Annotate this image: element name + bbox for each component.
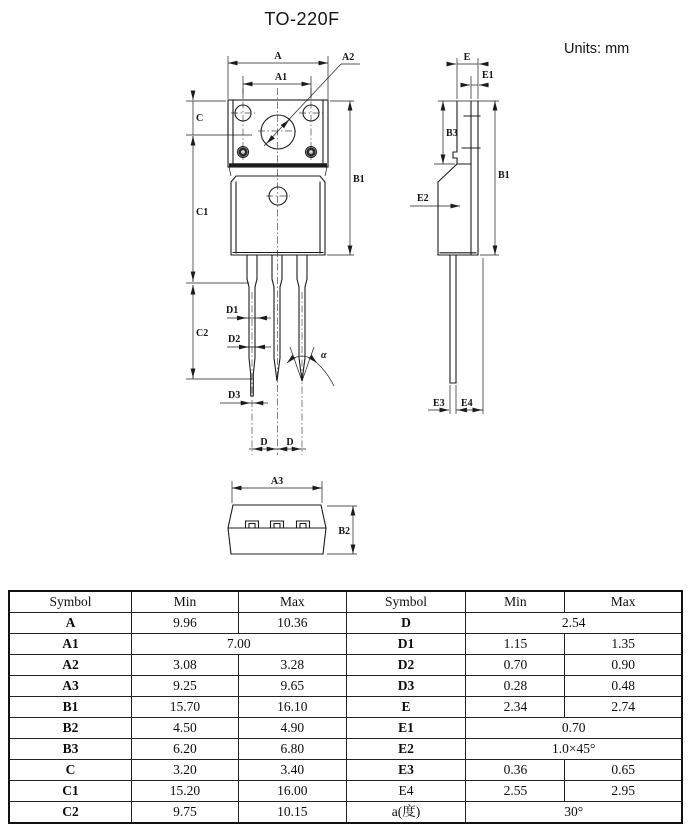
max-cell: 9.65	[238, 676, 346, 697]
dimension-table	[8, 590, 683, 824]
min-cell: 0.70	[466, 655, 565, 676]
max-cell: 16.10	[238, 697, 346, 718]
table-row	[9, 655, 682, 676]
symbol-cell: A1	[9, 634, 131, 655]
front-view-drawing	[186, 51, 365, 455]
min-cell: 3.20	[131, 760, 238, 781]
dim-label-d-left: D	[260, 437, 268, 448]
table-row	[9, 718, 682, 739]
symbol-cell: D3	[346, 676, 466, 697]
min-cell: 9.25	[131, 676, 238, 697]
symbol-cell: D	[346, 613, 466, 634]
min-cell: 6.20	[131, 739, 238, 760]
symbol-cell: B3	[9, 739, 131, 760]
table-row	[9, 676, 682, 697]
table-row	[9, 739, 682, 760]
table-row	[9, 760, 682, 781]
max-cell: 1.35	[565, 634, 682, 655]
merged-value-cell: 0.70	[466, 718, 682, 739]
merged-value-cell: 2.54	[466, 613, 682, 634]
merged-value-cell: 1.0×45°	[466, 739, 682, 760]
table-row	[9, 781, 682, 802]
side-view-drawing	[410, 52, 510, 414]
dim-label-d1: D1	[226, 305, 239, 316]
dim-label-a2: A2	[342, 52, 355, 63]
symbol-cell: B2	[9, 718, 131, 739]
symbol-cell: A3	[9, 676, 131, 697]
dim-label-e3: E3	[433, 398, 445, 409]
page-title: TO-220F	[264, 9, 340, 29]
merged-value-cell: 7.00	[131, 634, 346, 655]
max-cell: 3.28	[238, 655, 346, 676]
symbol-cell: C2	[9, 802, 131, 824]
min-cell: 2.55	[466, 781, 565, 802]
max-cell: 10.36	[238, 613, 346, 634]
units-label: Units: mm	[564, 41, 630, 57]
dim-label-d2: D2	[228, 334, 241, 345]
symbol-cell: C	[9, 760, 131, 781]
col-header-min-left: Min	[131, 591, 238, 613]
dim-label-d-right: D	[286, 437, 294, 448]
dim-label-e4: E4	[461, 398, 473, 409]
dim-label-b3: B3	[446, 128, 458, 139]
dim-label-c2: C2	[196, 328, 209, 339]
max-cell: 16.00	[238, 781, 346, 802]
dim-label-e2: E2	[417, 193, 429, 204]
symbol-cell: E3	[346, 760, 466, 781]
symbol-cell: B1	[9, 697, 131, 718]
dim-label-b2: B2	[338, 526, 350, 537]
symbol-cell: A2	[9, 655, 131, 676]
dim-label-d3: D3	[228, 390, 241, 401]
symbol-cell: E4	[346, 781, 466, 802]
dim-label-a1: A1	[274, 72, 288, 83]
dim-label-e1: E1	[482, 70, 494, 81]
min-cell: 0.36	[466, 760, 565, 781]
max-cell: 10.15	[238, 802, 346, 824]
min-cell: 4.50	[131, 718, 238, 739]
dim-label-c: C	[196, 113, 204, 124]
symbol-cell: C1	[9, 781, 131, 802]
symbol-cell: a(度)	[346, 802, 466, 824]
merged-value-cell: 30°	[466, 802, 682, 824]
col-header-symbol-right: Symbol	[346, 591, 466, 613]
symbol-cell: E2	[346, 739, 466, 760]
symbol-cell: D1	[346, 634, 466, 655]
dim-label-a: A	[274, 51, 282, 62]
min-cell: 15.70	[131, 697, 238, 718]
dim-label-front-b1: B1	[353, 174, 365, 185]
min-cell: 9.96	[131, 613, 238, 634]
dim-label-e: E	[463, 52, 471, 63]
symbol-cell: D2	[346, 655, 466, 676]
max-cell: 0.48	[565, 676, 682, 697]
table-header-row	[9, 591, 682, 613]
min-cell: 1.15	[466, 634, 565, 655]
table-row	[9, 613, 682, 634]
max-cell: 2.95	[565, 781, 682, 802]
max-cell: 0.90	[565, 655, 682, 676]
dim-label-a3: A3	[270, 476, 284, 487]
table-row	[9, 697, 682, 718]
min-cell: 0.28	[466, 676, 565, 697]
col-header-max-left: Max	[238, 591, 346, 613]
table-row	[9, 634, 682, 655]
dim-label-alpha: α	[321, 350, 327, 361]
max-cell: 2.74	[565, 697, 682, 718]
col-header-min-right: Min	[466, 591, 565, 613]
min-cell: 2.34	[466, 697, 565, 718]
symbol-cell: A	[9, 613, 131, 634]
col-header-symbol-left: Symbol	[9, 591, 131, 613]
max-cell: 6.80	[238, 739, 346, 760]
min-cell: 3.08	[131, 655, 238, 676]
max-cell: 4.90	[238, 718, 346, 739]
min-cell: 9.75	[131, 802, 238, 824]
symbol-cell: E	[346, 697, 466, 718]
symbol-cell: E1	[346, 718, 466, 739]
min-cell: 15.20	[131, 781, 238, 802]
col-header-max-right: Max	[565, 591, 682, 613]
max-cell: 3.40	[238, 760, 346, 781]
table-row	[9, 802, 682, 824]
bottom-view-drawing	[228, 476, 357, 554]
dim-label-side-b1: B1	[498, 170, 510, 181]
dim-label-c1: C1	[196, 207, 209, 218]
max-cell: 0.65	[565, 760, 682, 781]
